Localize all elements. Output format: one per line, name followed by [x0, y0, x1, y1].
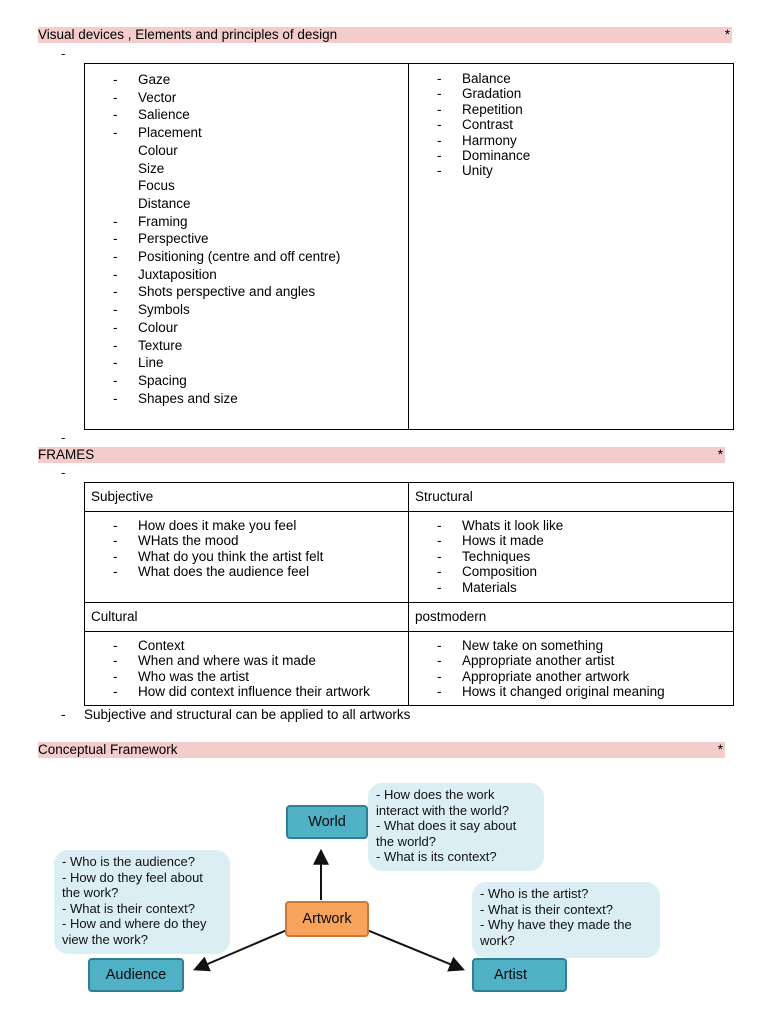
list-item: - What does the audience feel [85, 564, 408, 579]
principles-cell [409, 64, 734, 430]
frame-heading-cultural: Cultural [91, 609, 138, 624]
question-line: - Who is the artist? [480, 886, 589, 901]
dash-marker: - [61, 46, 66, 61]
elements-cell [85, 64, 409, 430]
question-line: - What is their context? [480, 901, 613, 917]
list-item: - Framing [85, 213, 408, 231]
list-item: Colour [138, 142, 178, 158]
section-star: * [717, 447, 723, 462]
list-item: - Whats it look like [409, 518, 733, 533]
cultural-list [85, 638, 408, 700]
question-line: view the work? [62, 931, 148, 947]
postmodern-list [409, 638, 733, 700]
list-item: - Composition [409, 564, 733, 579]
list-item: - When and where was it made [85, 653, 408, 668]
structural-list [409, 518, 733, 595]
list-item: - Materials [409, 580, 733, 595]
frame-items-cell [409, 512, 734, 603]
question-line: work? [480, 932, 515, 948]
list-item: - Harmony [409, 133, 733, 148]
dash-marker: - [61, 707, 66, 722]
list-item: - Contrast [409, 117, 733, 132]
frame-items-cell [409, 632, 734, 706]
list-item: - Colour [85, 319, 408, 337]
list-item: - Hows it changed original meaning [409, 684, 733, 699]
frame-heading-cell [85, 603, 409, 632]
section-title: Conceptual Framework [38, 742, 178, 757]
list-item: - Juxtaposition [85, 266, 408, 284]
section-title: Visual devices , Elements and principles of design [38, 27, 338, 42]
section-star: * [717, 742, 723, 757]
question-line: interact with the world? [376, 802, 509, 818]
arrow-to-artist [367, 930, 462, 969]
list-item: Distance [138, 195, 191, 211]
list-item: - Shapes and size [85, 390, 408, 408]
dash-marker: - [61, 430, 66, 445]
list-item: - Vector [85, 89, 408, 107]
frame-heading-cell [409, 483, 734, 512]
list-item: - Shots perspective and angles [85, 283, 408, 301]
list-item: - How did context influence their artwork [85, 684, 408, 699]
list-item: - How does it make you feel [85, 518, 408, 533]
list-item: - Symbols [85, 301, 408, 319]
frame-items-cell [85, 632, 409, 706]
list-item: - Dominance [409, 148, 733, 163]
list-item: - Appropriate another artist [409, 653, 733, 668]
list-item: - WHats the mood [85, 533, 408, 548]
list-item: Size [138, 160, 165, 176]
artist-questions [480, 886, 652, 948]
question-line: the work? [62, 885, 119, 901]
frames-table [84, 482, 734, 706]
list-item: - Appropriate another artwork [409, 669, 733, 684]
node-artist: Artist [472, 958, 567, 992]
list-item: - Who was the artist [85, 669, 408, 684]
list-item: - Repetition [409, 102, 733, 117]
list-item: - Texture [85, 337, 408, 355]
visual-devices-table [84, 63, 734, 430]
list-item: - Unity [409, 163, 733, 178]
question-line: - Why have they made the [480, 917, 632, 933]
question-line: - Who is the audience? [62, 854, 195, 869]
frames-note-text: Subjective and structural can be applied to all artworks [84, 707, 411, 722]
list-item: Focus [138, 178, 175, 194]
frame-heading-structural: Structural [415, 489, 473, 504]
list-item: - Context [85, 638, 408, 653]
conceptual-framework-diagram [0, 770, 768, 1024]
frame-items-cell [85, 512, 409, 603]
list-item: - Placement [85, 124, 408, 142]
frame-heading-cell [85, 483, 409, 512]
question-line: - What is their context? [62, 900, 195, 916]
audience-questions [62, 854, 222, 948]
audience-questions-bubble [54, 850, 230, 954]
list-item: - Hows it made [409, 533, 733, 548]
frame-heading-postmodern: postmodern [415, 609, 487, 624]
question-line: - How does the work [376, 787, 495, 802]
world-questions-bubble [368, 783, 544, 871]
frame-heading-subjective: Subjective [91, 489, 154, 504]
list-item: - Techniques [409, 549, 733, 564]
list-item: - Gaze [85, 71, 408, 89]
node-world: World [286, 805, 368, 839]
node-artwork: Artwork [285, 901, 369, 937]
question-line: - What is its context? [376, 849, 497, 865]
section-header-frames [38, 447, 725, 463]
world-questions [376, 787, 536, 865]
question-line: - What does it say about [376, 818, 517, 834]
question-line: - How and where do they [62, 916, 207, 932]
list-item: - Perspective [85, 230, 408, 248]
list-item: - Salience [85, 106, 408, 124]
frame-heading-cell [409, 603, 734, 632]
section-header-visual [38, 27, 732, 43]
dash-marker: - [61, 465, 66, 480]
list-item: - Gradation [409, 86, 733, 101]
list-item: - Positioning (centre and off centre) [85, 248, 408, 266]
question-line: - How do they feel about [62, 869, 203, 885]
principles-list [409, 71, 733, 179]
list-item: - New take on something [409, 638, 733, 653]
question-line: the world? [376, 833, 436, 849]
elements-list [85, 71, 408, 407]
section-header-conceptual [38, 742, 725, 758]
section-star: * [724, 27, 730, 42]
section-title: FRAMES [38, 447, 95, 462]
artist-questions-bubble [472, 882, 660, 958]
list-item: - What do you think the artist felt [85, 549, 408, 564]
node-audience: Audience [88, 958, 184, 992]
subjective-list [85, 518, 408, 580]
list-item: - Line [85, 354, 408, 372]
list-item: - Balance [409, 71, 733, 86]
list-item: - Spacing [85, 372, 408, 390]
